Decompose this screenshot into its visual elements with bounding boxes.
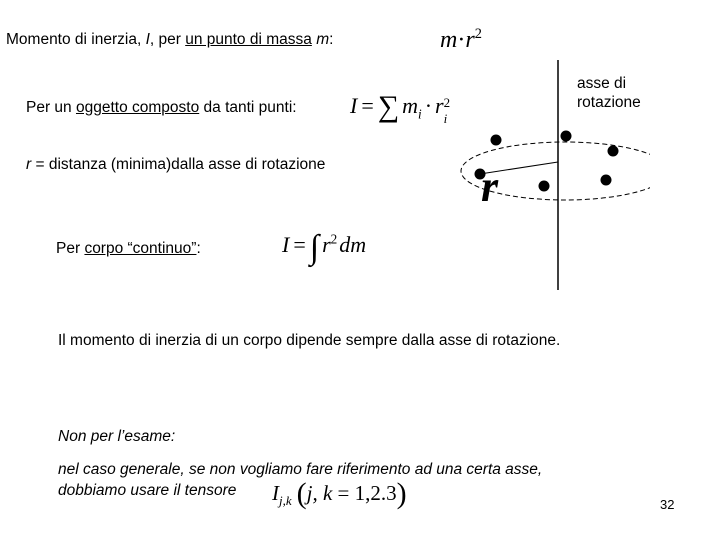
page-number: 32 (660, 497, 675, 512)
line-axis-dependence: Il momento di inerzia di un corpo dipende sempre dalla asse di rotazione. (58, 332, 561, 349)
line2-suffix: da tanti punti: (199, 99, 297, 116)
f4-open-paren: ( (296, 477, 307, 510)
line-distance-definition (26, 156, 325, 174)
mass-point (561, 131, 572, 142)
f3-dm: dm (339, 232, 367, 257)
line3-rest: = distanza (minima)dalla asse di rotazione (31, 156, 326, 173)
radius-label: r (481, 162, 499, 211)
f2-sum-symbol: ∑ (377, 90, 400, 123)
note-line2: dobbiamo usare il tensore (58, 482, 237, 499)
mass-point (601, 175, 612, 186)
f4-jk: j, k (306, 481, 333, 505)
line1-prefix: Momento di inerzia, (6, 31, 146, 48)
line4-suffix: : (196, 240, 201, 257)
f3-I: I (282, 232, 290, 257)
formula-tensor (272, 478, 407, 509)
line1-colon: : (329, 31, 334, 48)
axis-label-line2: rotazione (577, 94, 641, 111)
f1-dot: · (457, 27, 466, 53)
mass-point (539, 181, 550, 192)
line3-symbol-r: r (26, 156, 32, 173)
f2-m: m (402, 93, 419, 118)
formula-sum (350, 90, 453, 126)
f3-exp: 2 (330, 231, 338, 247)
line2-underlined: oggetto composto (75, 99, 200, 116)
f2-I: I (350, 93, 358, 118)
f4-sub: j,k (279, 493, 292, 509)
line4-underlined: corpo “continuo” (84, 240, 197, 257)
f2-eq: = (361, 93, 374, 118)
note-line1: nel caso generale, se non vogliamo fare riferimento ad una certa asse, (58, 461, 543, 478)
line-point-mass (6, 31, 333, 49)
line-continuous-body (56, 240, 201, 258)
axis-label (577, 74, 641, 112)
f2-sub-i: i (418, 106, 422, 122)
formula-integral (282, 229, 367, 266)
f2-exp: 2 (443, 95, 451, 110)
line1-mid: , per (149, 31, 186, 48)
formula-point-mass (440, 26, 482, 54)
f3-eq: = (293, 232, 306, 257)
mass-point (608, 146, 619, 157)
f3-integral-symbol: ∫ (309, 229, 320, 266)
note-title: Non per l’esame: (58, 428, 176, 445)
f1-m: m (440, 27, 458, 53)
f2-dot: · (424, 93, 433, 118)
f4-close-paren: ) (396, 477, 407, 510)
line1-symbol-m: m (316, 31, 330, 48)
line2-prefix: Per un (26, 99, 76, 116)
mass-point (491, 135, 502, 146)
f3-r: r (322, 232, 331, 257)
line1-underlined: un punto di massa (185, 31, 312, 48)
f1-exp: 2 (474, 26, 482, 42)
f2-sub-i2: i (443, 111, 448, 126)
f1-r: r (465, 27, 475, 53)
f4-I: I (272, 481, 279, 505)
axis-label-line1: asse di (577, 75, 627, 92)
line1-symbol-I: I (145, 31, 150, 48)
f4-values: = 1,2.3 (332, 481, 397, 505)
line-composite-object (26, 99, 297, 117)
line4-prefix: Per (56, 240, 85, 257)
f2-r: r (435, 93, 444, 118)
